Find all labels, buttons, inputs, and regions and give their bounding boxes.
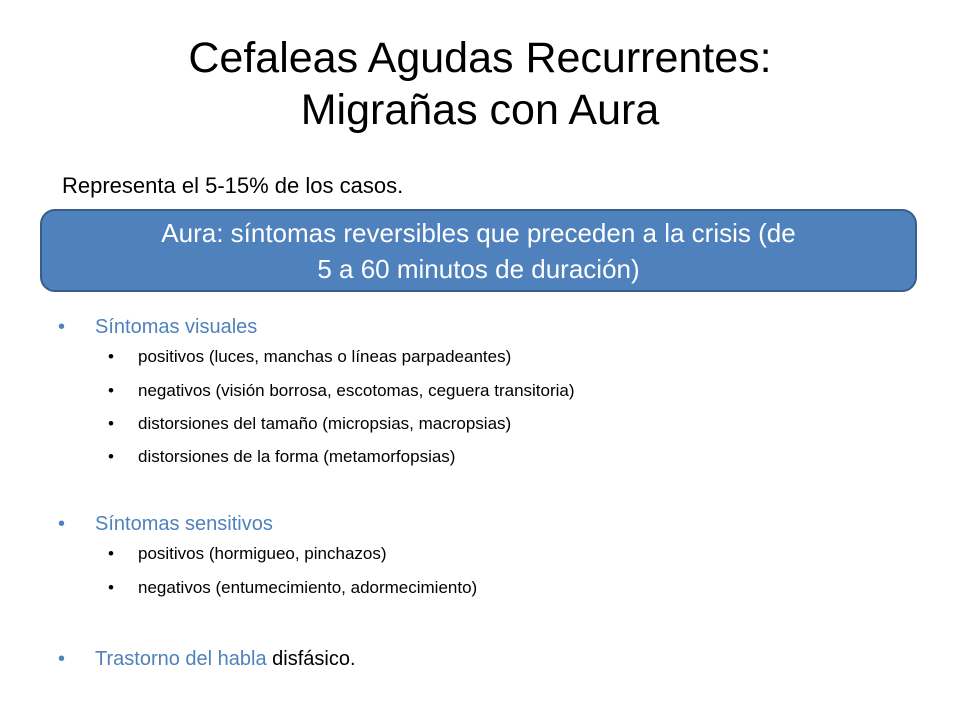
aura-callout-box	[40, 209, 917, 292]
list-item: • distorsiones del tamaño (micropsias, macropsias)	[138, 413, 511, 435]
title-line-2: Migrañas con Aura	[300, 86, 660, 134]
intro-text: Representa el 5-15% de los casos.	[62, 173, 404, 198]
callout-line-2: 5 a 60 minutos de duración)	[317, 254, 640, 284]
list-item: • distorsiones de la forma (metamorfopsias)	[138, 446, 455, 468]
callout-line-1: Aura: síntomas reversibles que preceden a la crisis (de	[161, 218, 796, 248]
section-heading-visual: • Síntomas visuales	[95, 314, 257, 340]
slide-title	[0, 32, 960, 136]
speech-heading-suffix: disfásico.	[266, 648, 356, 670]
list-item: • positivos (luces, manchas o líneas parpadeantes)	[138, 346, 511, 368]
list-item: • positivos (hormigueo, pinchazos)	[138, 543, 387, 565]
section-heading-speech	[95, 646, 356, 672]
list-item: • negativos (entumecimiento, adormecimiento)	[138, 577, 477, 599]
speech-heading-text: Trastorno del habla	[95, 648, 267, 670]
section-heading-sensory: • Síntomas sensitivos	[95, 511, 273, 537]
title-line-1: Cefaleas Agudas Recurrentes:	[188, 34, 772, 82]
list-item: • negativos (visión borrosa, escotomas, ceguera transitoria)	[138, 380, 575, 402]
